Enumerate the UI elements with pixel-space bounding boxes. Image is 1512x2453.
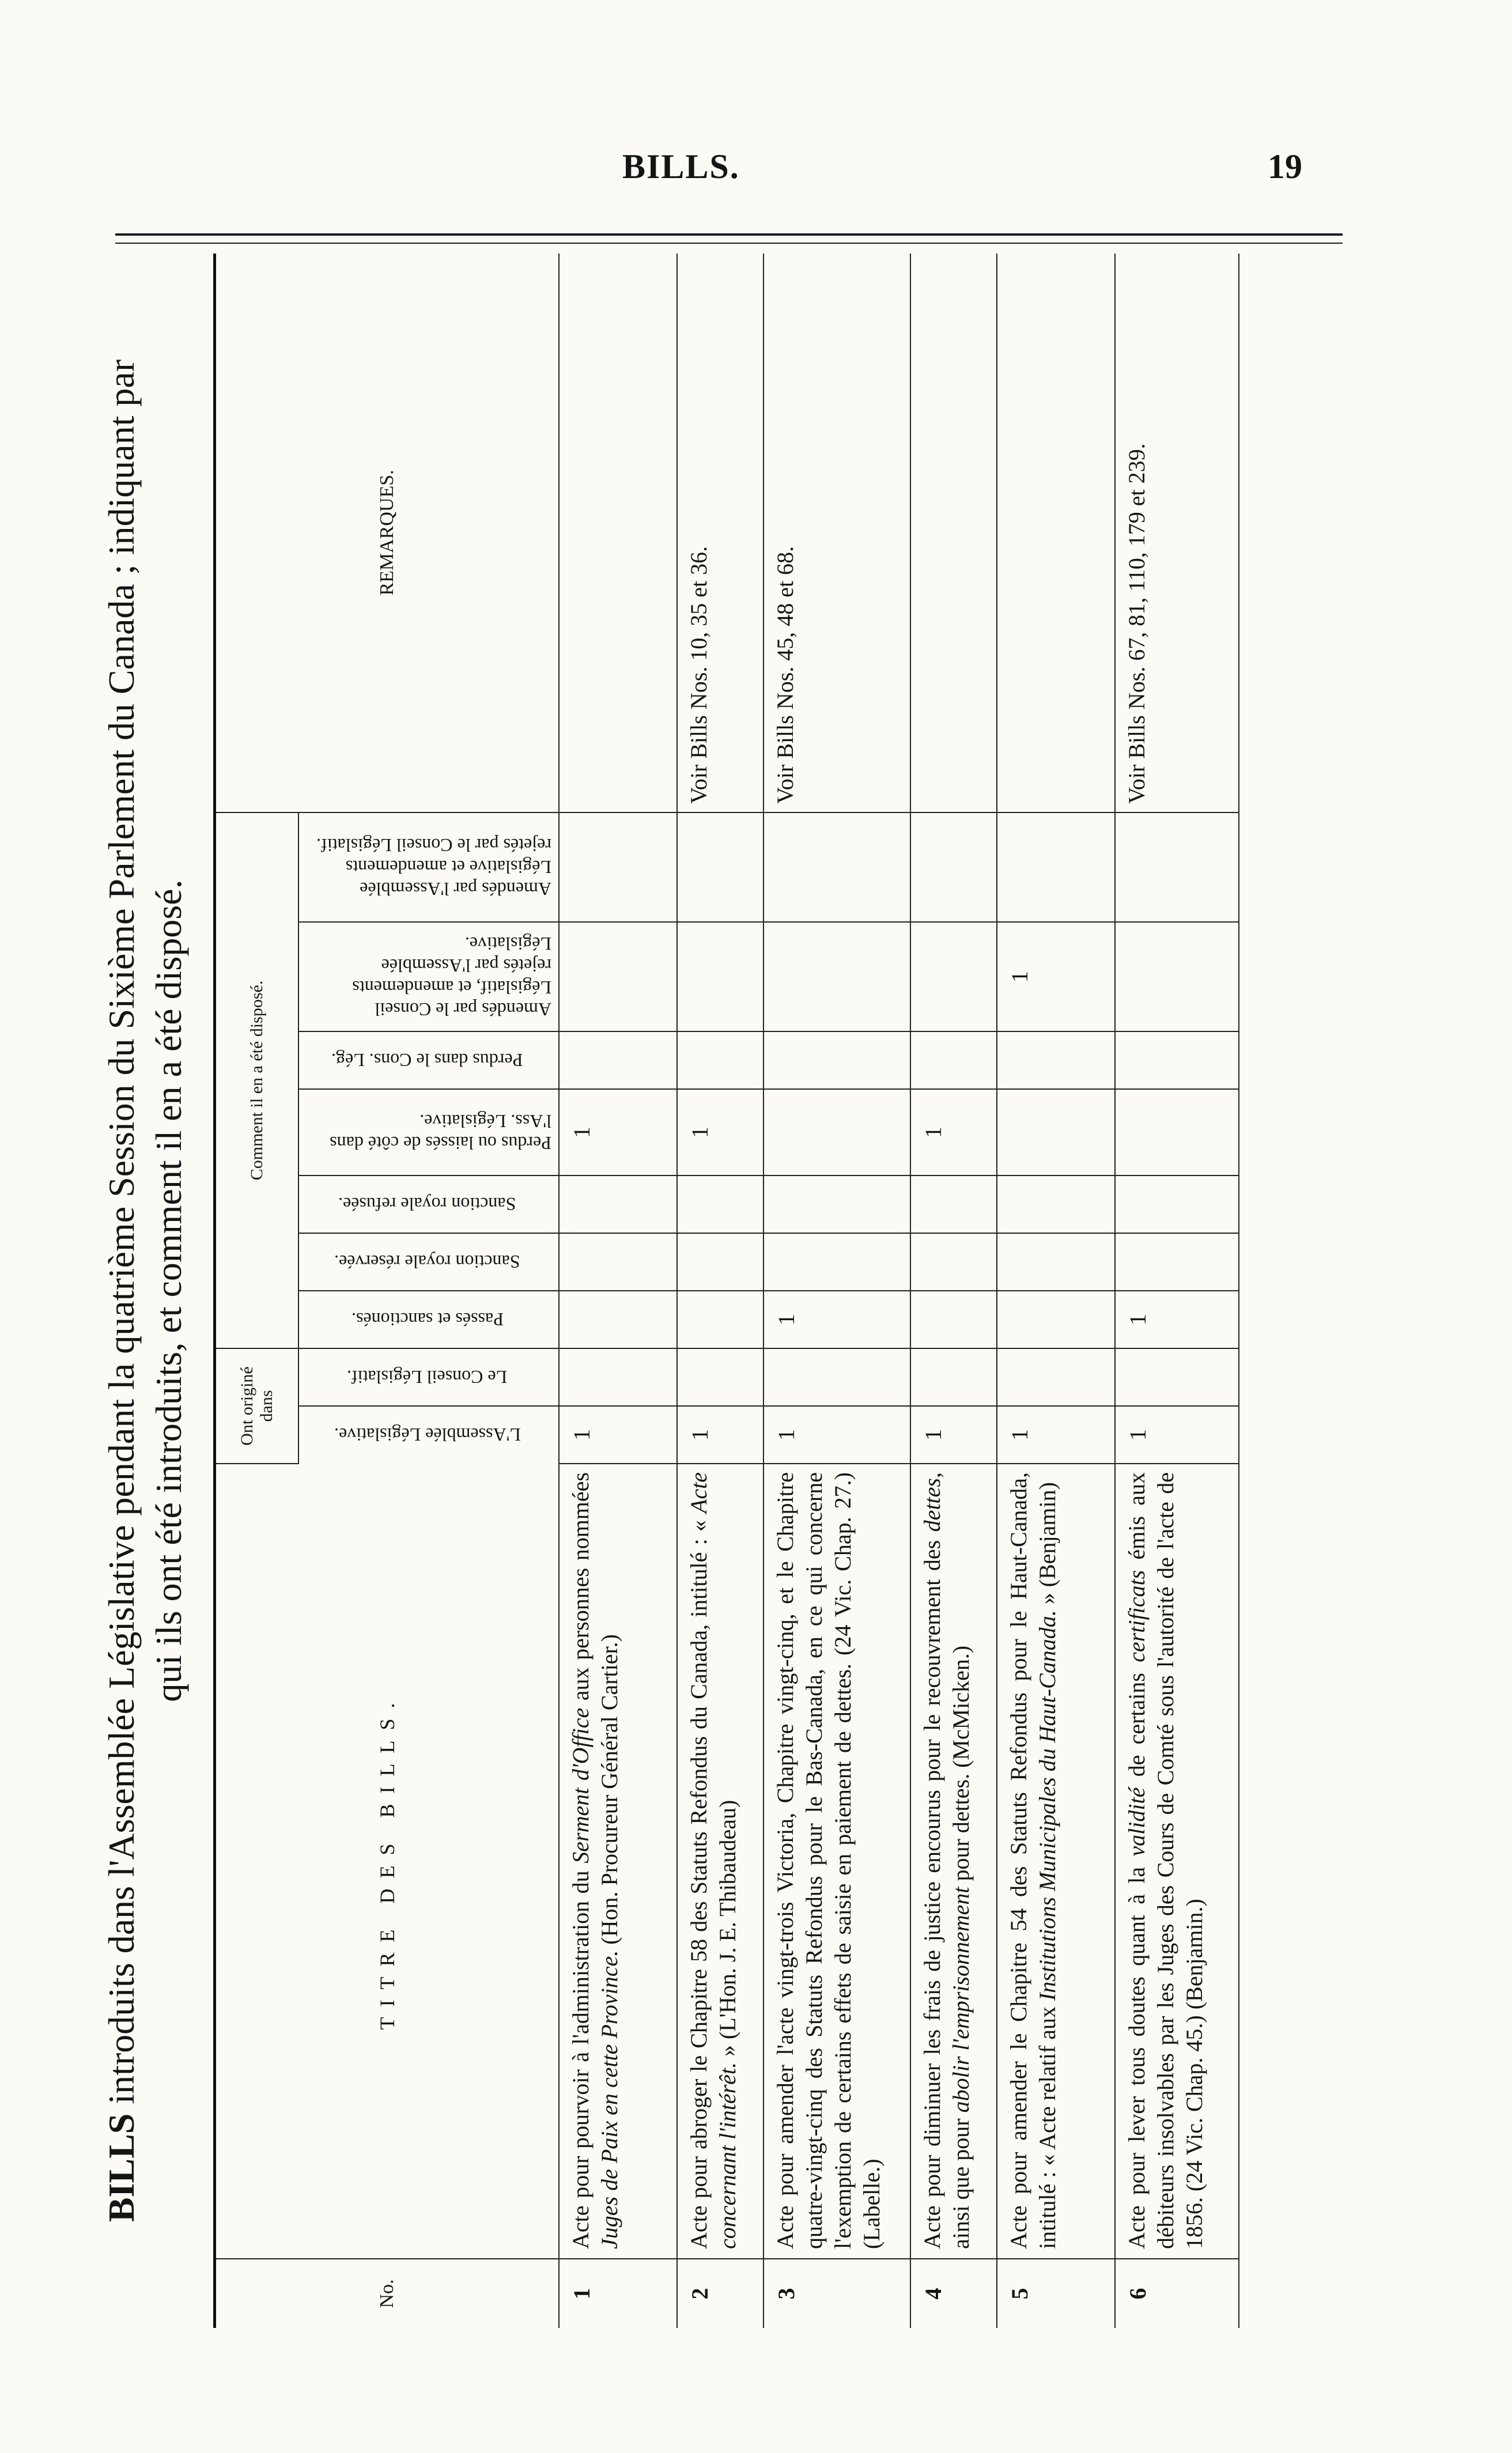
count-cell (677, 1291, 763, 1348)
header-col-amendes-assemblee-label: Amendés par l'Assemblée Législative et amendements rejetés par le Conseil Législatif. (316, 834, 551, 899)
bill-title-text: Acte pour amender l'acte vingt-trois Victoria, Chapitre vingt-cinq, et le Chapitre quatre-vingt-cinq des Statuts Refondus pour le Bas-Canada, en ce qui concerne l'exemption de certains effets de saisie en paiement de dettes. (24 Vic. Chap. 27.) (Labelle.) (772, 1472, 884, 2249)
bill-title-text: » (L'Hon. J. E. Thibaudeau) (715, 1800, 740, 2062)
count-cell: 1 (763, 1406, 910, 1464)
row-number: 1 (559, 2259, 677, 2328)
bill-title-text: (Hon. Procureur Général Cartier.) (596, 1634, 622, 1951)
remarque-cell: Voir Bills Nos. 67, 81, 110, 179 et 239. (1115, 254, 1239, 812)
bill-title-text: Acte pour abroger le Chapitre 58 des Statuts Refondus du Canada, intitulé : « (686, 1513, 712, 2249)
bill-title (677, 1464, 763, 2259)
bill-title-text: Acte pour amender le Chapitre 54 des Statuts Refondus pour le Haut-Canada, intitulé : « Acte relatif aux (1006, 1472, 1060, 2249)
caption-line1: introduits dans l'Assemblée Législative pendant la quatrième Session du Sixième Parlement du Canada ; indiquant par (101, 359, 142, 2104)
count-cell (1115, 1089, 1239, 1176)
remarque-cell (559, 254, 677, 812)
header-col-perdus-ass-label: Perdus ou laissés de côté dans l'Ass. Législative. (329, 1111, 551, 1154)
count-cell: 1 (559, 1089, 677, 1176)
count-cell (910, 1291, 997, 1348)
count-cell (1115, 812, 1239, 922)
bill-title-italic: abolir l'emprisonnement (948, 1887, 974, 2113)
remarque-cell (997, 254, 1115, 812)
bills-table (213, 254, 1239, 2328)
bill-title-text: Acte pour diminuer les frais de justice encourus pour le recouvrement des (919, 1532, 945, 2249)
bill-title-text: aux personnes nommées (568, 1472, 594, 1708)
count-cell: 1 (997, 1406, 1115, 1464)
bill-title (559, 1464, 677, 2259)
remarque-cell: Voir Bills Nos. 10, 35 et 36. (677, 254, 763, 812)
count-cell (997, 812, 1115, 922)
header-col-passes-label: Passés et sanctionés. (351, 1309, 504, 1330)
count-cell (763, 1031, 910, 1089)
header-no: No. (215, 2259, 560, 2328)
count-cell (559, 812, 677, 922)
count-cell (677, 812, 763, 922)
count-cell: 1 (1115, 1406, 1239, 1464)
row-number: 3 (763, 2259, 910, 2328)
table-row (910, 254, 997, 2328)
count-cell (910, 1233, 997, 1291)
header-remarques: REMARQUES. (215, 254, 560, 812)
bill-title-italic: dettes (919, 1478, 945, 1532)
running-head: BILLS. (622, 148, 740, 186)
bill-title-italic: Acte concernant l'intérêt. (686, 1472, 740, 2249)
row-number: 6 (1115, 2259, 1239, 2328)
header-col-perdus-cons (298, 1031, 559, 1089)
count-cell: 1 (677, 1089, 763, 1176)
bill-title-italic: certificats (1124, 1570, 1150, 1662)
count-cell (559, 1291, 677, 1348)
caption-lead: BILLS (101, 2113, 142, 2223)
bill-title (1115, 1464, 1239, 2259)
bill-title (997, 1464, 1115, 2259)
count-cell (763, 1348, 910, 1406)
header-col-assemblee (298, 1406, 559, 1464)
table-caption (98, 254, 199, 2328)
count-cell (910, 922, 997, 1031)
remarque-cell (910, 254, 997, 812)
count-cell (910, 1176, 997, 1233)
row-number: 2 (677, 2259, 763, 2328)
count-cell (559, 1176, 677, 1233)
count-cell (677, 1233, 763, 1291)
table-row (559, 254, 677, 2328)
count-cell (997, 1348, 1115, 1406)
bill-title-italic: Institutions Municipales du Haut-Canada. (1034, 1610, 1060, 2001)
rotated-table-block (98, 254, 1354, 2328)
bill-title-text: , ainsi que pour (919, 1472, 974, 2249)
count-cell (1115, 1176, 1239, 1233)
bill-title-text: de certains (1124, 1662, 1150, 1787)
row-number: 5 (997, 2259, 1115, 2328)
header-titre: TITRE DES BILLS. (215, 1464, 560, 2259)
count-cell (1115, 922, 1239, 1031)
count-cell (1115, 1031, 1239, 1089)
remarque-cell: Voir Bills Nos. 45, 48 et 68. (763, 254, 910, 812)
count-cell (997, 1089, 1115, 1176)
header-col-refusee (298, 1176, 559, 1233)
count-cell: 1 (559, 1406, 677, 1464)
header-col-perdus-cons-label: Perdus dans le Cons. Lég. (331, 1050, 523, 1071)
count-cell (910, 1031, 997, 1089)
bill-title-italic: validité (1124, 1787, 1150, 1857)
bill-title-text: Acte pour lever tous doutes quant à la (1124, 1856, 1150, 2249)
header-rule (115, 233, 1343, 244)
header-col-conseil-label: Le Conseil Législatif. (347, 1367, 508, 1388)
count-cell (559, 1233, 677, 1291)
header-col-amendes-conseil-label: Amendés par le Conseil Législatif, et amendements rejetés par l'Assemblée Législative. (351, 933, 551, 1020)
count-cell (677, 1031, 763, 1089)
row-number: 4 (910, 2259, 997, 2328)
header-comment-dispose: Comment il en a été disposé. (215, 812, 299, 1348)
count-cell (763, 1176, 910, 1233)
count-cell (677, 1348, 763, 1406)
bill-title-italic: Juges de Paix en cette Province. (596, 1950, 622, 2249)
caption-line2: qui ils ont été introduits, et comment il en a été disposé. (148, 879, 189, 1702)
page-number: 19 (1268, 148, 1302, 186)
count-cell (763, 812, 910, 922)
bill-title-text: Acte pour pourvoir à l'administration du (568, 1863, 594, 2249)
count-cell (763, 1089, 910, 1176)
bill-title-text: » (Benjamin) (1034, 1482, 1060, 1611)
count-cell (763, 1233, 910, 1291)
count-cell (559, 1348, 677, 1406)
count-cell (677, 1176, 763, 1233)
count-cell (1115, 1233, 1239, 1291)
table-row (997, 254, 1115, 2328)
count-cell: 1 (1115, 1291, 1239, 1348)
header-col-refusee-label: Sanction royale refusée. (338, 1194, 516, 1215)
table-row (1115, 254, 1239, 2328)
count-cell (997, 1176, 1115, 1233)
header-ont-origine: Ont originé dans (215, 1348, 299, 1464)
bill-title-text: pour dettes. (McMicken.) (948, 1645, 974, 1887)
count-cell: 1 (910, 1406, 997, 1464)
count-cell (910, 1348, 997, 1406)
count-cell (997, 1031, 1115, 1089)
count-cell (997, 1233, 1115, 1291)
header-col-amendes-assemblee (298, 812, 559, 922)
count-cell (1115, 1348, 1239, 1406)
header-col-amendes-conseil (298, 922, 559, 1031)
count-cell (910, 812, 997, 922)
bill-title-text: émis aux débiteurs insolvables par les Juges des Cours de Comté sous l'autorité de l'acte de 1856. (24 Vic. Chap. 45.) (Benjamin.) (1124, 1472, 1207, 2249)
count-cell: 1 (763, 1291, 910, 1348)
header-col-passes (298, 1291, 559, 1348)
header-col-reservee (298, 1233, 559, 1291)
header-col-conseil (298, 1348, 559, 1406)
header-col-assemblee-label: L'Assemblée Législative. (334, 1424, 521, 1446)
count-cell: 1 (910, 1089, 997, 1176)
bill-title-italic: Serment d'Office (568, 1707, 594, 1864)
count-cell (559, 922, 677, 1031)
count-cell (559, 1031, 677, 1089)
count-cell: 1 (677, 1406, 763, 1464)
header-col-reservee-label: Sanction royale réservée. (334, 1252, 520, 1272)
count-cell (763, 922, 910, 1031)
bill-title (763, 1464, 910, 2259)
count-cell (997, 1291, 1115, 1348)
count-cell (677, 922, 763, 1031)
header-col-perdus-ass (298, 1089, 559, 1176)
table-row (677, 254, 763, 2328)
count-cell: 1 (997, 922, 1115, 1031)
bill-title (910, 1464, 997, 2259)
table-row (763, 254, 910, 2328)
